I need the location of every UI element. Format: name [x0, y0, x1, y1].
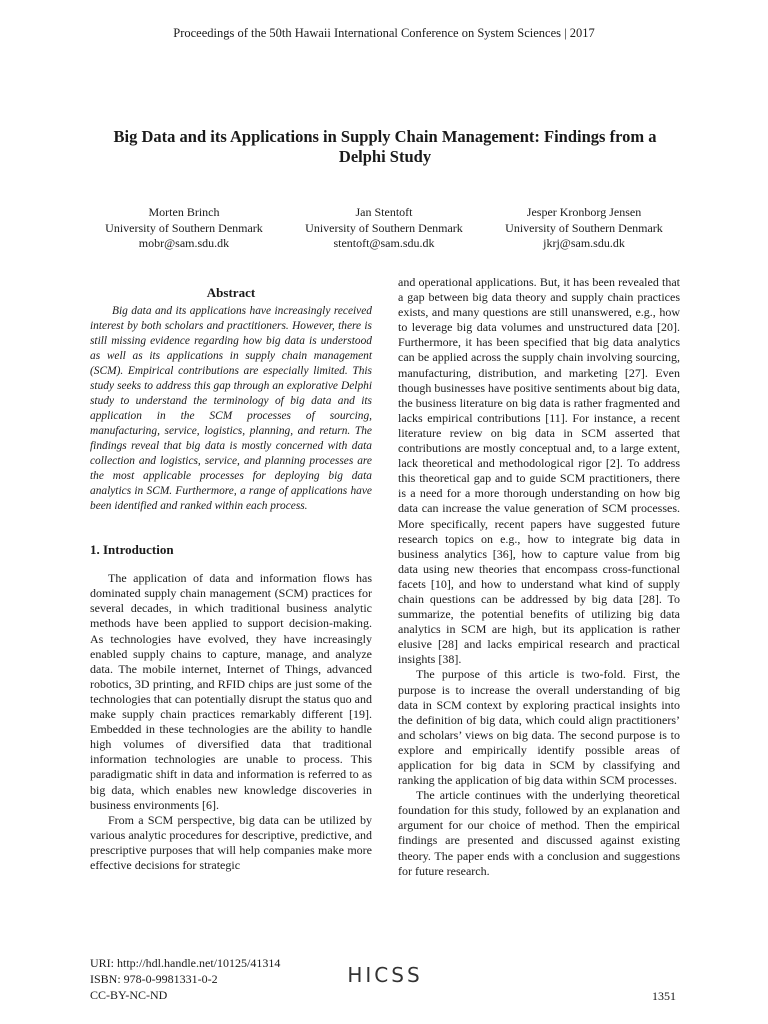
author-3	[484, 205, 684, 252]
author-email: jkrj@sam.sdu.dk	[543, 236, 625, 250]
author-email: stentoft@sam.sdu.dk	[333, 236, 435, 250]
author-2	[284, 205, 484, 252]
footer-info	[90, 955, 280, 1003]
right-paragraph-3: The article continues with the underlying theoretical foundation for this study, followed by an explanation and argument for our choice of method. Then the empirical findings are presented and discussed against existing theory. The paper ends with a conclusion and suggestions for future research.	[398, 788, 680, 878]
author-affiliation: University of Southern Denmark	[105, 220, 263, 235]
abstract-body: Big data and its applications have increasingly received interest by both scholars and practitioners. However, there is still missing evidence regarding how big data is understood as well as its applications in supply chain management (SCM). Empirical contributions are especially limited. This study seeks to address this gap through an explorative Delphi study to understand the terminology of big data and its application in the SCM processes of sourcing, manufacturing, service, logistics, planning, and return. The findings reveal that big data is mostly concerned with data collection and logistics, service, and planning processes are the most applicable processes for deploying big data analytics in SCM. Furthermore, a range of applications have been identified and ranked within each process.	[90, 305, 372, 513]
author-affiliation: University of Southern Denmark	[505, 220, 663, 235]
intro-paragraph-1: The application of data and information flows has dominated supply chain management (SCM) practices for several decades, in which traditional business analytic methods have been applied to support decision-making. As technologies have evolved, they have increasingly enabled supply chains to capture, manage, and analyze data. The mobile internet, Internet of Things, advanced robotics, 3D printing, and RFID chips are just some of the technologies that can potentially disrupt the status quo and make supply chain practices remarkably different [19]. Embedded in these technologies are the ability to handle high volumes of diversified data that traditional information technologies are unable to process. This paradigmatic shift in data and information is referred to as big data, which enables new knowledge discoveries in business environments [6].	[90, 571, 372, 812]
right-paragraph-1: and operational applications. But, it has been revealed that a gap between big data theory and supply chain practices exists, and many questions are still unanswered, e.g., how to leverage big data volumes and unstructured data [20]. Furthermore, it has been specified that big data analytics can be applied across the supply chain involving sourcing, manufacturing, distribution, and marketing [27]. Even though businesses have positive sentiments about big data, the business literature on big data is rather fragmented and lacks empirical contributions [11]. For instance, a recent literature review on big data in SCM asserted that contributions are mostly conceptual and, to a large extent, lack theoretical and methodological rigor [2]. To address this theoretical gap and to guide SCM practitioners, there is a need for a more thorough understanding on how big data can increase the value generation of SCM processes. More specifically, recent papers have suggested future research topics on e.g., how to integrate big data in business analytics [36], how to capture value from big data using new theories that encompass cross-functional facets [10], and how to understand what kind of supply chain questions can be addressed by big data [28]. To summarize, the potential benefits of utilizing big data analytics in SCM are high, but its application is rather elusive [28] and lacks empirical research and practical insights [38].	[398, 275, 680, 667]
intro-paragraph-2: From a SCM perspective, big data can be utilized by various analytic procedures for descriptive, predictive, and prescriptive purposes that will help companies make more effective decisions for strategic	[90, 812, 372, 872]
author-name: Jan Stentoft	[355, 205, 413, 219]
paper-title: Big Data and its Applications in Supply Chain Management: Findings from a Delphi Study	[113, 127, 657, 166]
author-1	[84, 205, 284, 252]
author-affiliation: University of Southern Denmark	[305, 220, 463, 235]
author-email: mobr@sam.sdu.dk	[138, 236, 230, 250]
proceedings-header: Proceedings of the 50th Hawaii International Conference on System Sciences | 2017	[173, 26, 595, 40]
abstract-heading: Abstract	[206, 285, 256, 300]
footer-license: CC-BY-NC-ND	[90, 988, 168, 1002]
footer-uri: URI: http://hdl.handle.net/10125/41314	[90, 956, 281, 970]
footer-isbn: ISBN: 978-0-9981331-0-2	[90, 972, 218, 986]
author-name: Morten Brinch	[148, 205, 220, 219]
right-paragraph-2: The purpose of this article is two-fold. First, the purpose is to increase the overall understanding of big data in SCM context by exploring practical insights into the definition of big data, which could align practitioners’ and scholars’ views on big data. The second purpose is to explore and empirically identify possible areas of application for big data in SCM by classifying and ranking the application of big data within SCM processes.	[398, 667, 680, 788]
right-column	[398, 275, 680, 879]
hicss-logo: HICSS	[347, 963, 423, 987]
page-number: 1351	[652, 989, 676, 1003]
left-column	[90, 285, 372, 873]
author-list	[84, 205, 684, 252]
introduction-heading: 1. Introduction	[90, 542, 174, 558]
author-name: Jesper Kronborg Jensen	[526, 205, 642, 219]
